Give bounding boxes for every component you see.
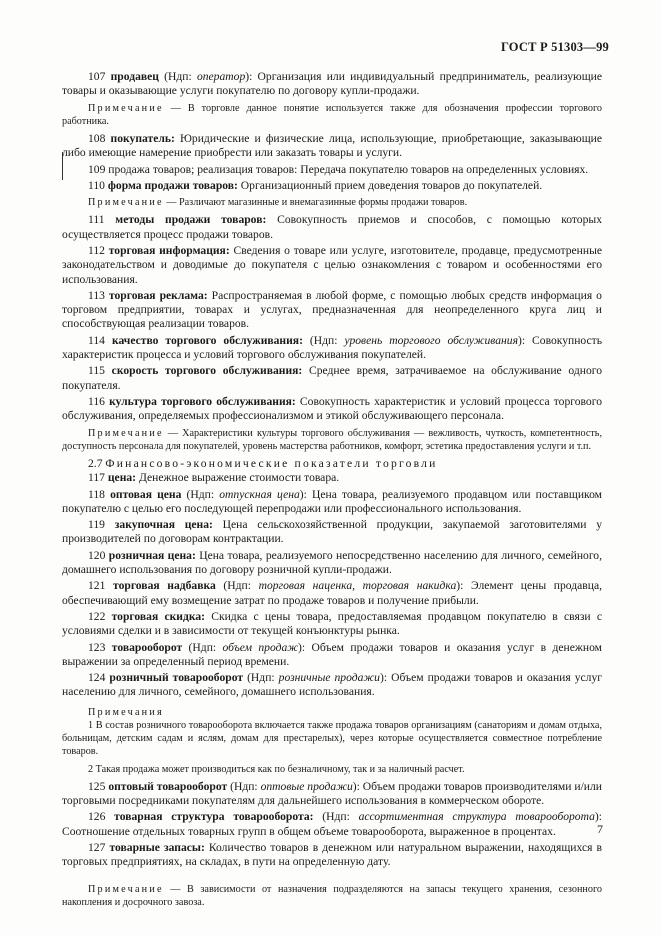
note-124-1: 1 В состав розничного товарооборота включается также продажа товаров организациям (санаториям и домам отдыха, больницам, детским садам и яслям, домам для престарелых), через которые осуществляется совместное потребление товаров. bbox=[62, 719, 602, 758]
note-107: Примечание — В торговле данное понятие используется также для обозначения профессии торгового работника. bbox=[62, 102, 602, 127]
entry-108: 108 покупатель: Юридические и физические лица, использующие, приобретающие, заказывающие либо имеющие намерение приобрести или заказать товары и услуги. bbox=[62, 132, 602, 160]
entry-121: 121 торговая надбавка (Ндп: торговая наценка, торговая накидка): Элемент цены продавца, обеспечивающий ему возмещение затрат по продаже товаров и получение прибыли. bbox=[62, 579, 602, 607]
entry-119: 119 закупочная цена: Цена сельскохозяйственной продукции, закупаемой заготовителями у производителей по договорам контрактации. bbox=[62, 518, 602, 546]
section-heading: 2.7 Финансово-экономические показатели торговли bbox=[88, 456, 438, 470]
document-body bbox=[62, 70, 602, 913]
entry-111: 111 методы продажи товаров: Совокупность приемов и способов, с помощью которых осуществляется процесс продажи товаров. bbox=[62, 213, 602, 241]
note-124-2: 2 Такая продажа может производиться как по безналичному, так и за наличный расчет. bbox=[88, 763, 465, 775]
entry-123: 123 товарооборот (Ндп: объем продаж): Объем продажи товаров и оказания услуг в денежном выражении за определенный период времени. bbox=[62, 640, 602, 668]
entry-126: 126 товарная структура товарооборота: (Ндп: ассортиментная структура товарооборота): Соотношение отдельных товарных групп в общем объеме товарооборота, выраженное в процентах. bbox=[62, 810, 602, 838]
entry-114: 114 качество торгового обслуживания: (Ндп: уровень торгового обслуживания): Совокупность характеристик процесса и условий торгового обслуживания покупателей. bbox=[62, 333, 603, 362]
page-number: 7 bbox=[597, 822, 603, 836]
entry-115: 115 скорость торгового обслуживания: Среднее время, затрачиваемое на обслуживание одного покупателя. bbox=[62, 364, 603, 392]
entry-122: 122 торговая скидка: Скидка с цены товара, предоставляемая продавцом покупателю в связи с условиями сделки и в зависимости от текущей конъюнктуры рынка. bbox=[62, 609, 602, 638]
entry-113: 113 торговая реклама: Распространяемая в любой форме, с помощью любых средств информация о торговом предприятии, товарах и услугах, предназначенная для неопределенного круга лиц и способствующая реализации товаров. bbox=[62, 288, 602, 331]
entry-110: 110 форма продажи товаров: Организационный прием доведения товаров до покупателей. bbox=[88, 178, 543, 192]
entry-109: 109 продажа товаров; реализация товаров: Передача покупателю товаров на определенных условиях. bbox=[88, 162, 589, 176]
entry-124: 124 розничный товарооборот (Ндп: розничные продажи): Объем продажи товаров и оказания услуг населению для личного, семейного, домашнего использования. bbox=[62, 671, 603, 699]
note-127: Примечание — В зависимости от назначения подразделяются на запасы текущего хранения, сезонного накопления и досрочного завоза. bbox=[62, 883, 602, 908]
entry-116: 116 культура торгового обслуживания: Совокупность характеристик и условий процесса торгового обслуживания, определяемых профессионализмом и этикой обслуживающего персонала. bbox=[62, 394, 602, 423]
entry-127: 127 товарные запасы: Количество товаров в денежном или натуральном выражении, находящихся в торговых предприятиях, на складах, в пути на определенную дату. bbox=[62, 840, 602, 869]
note-116: Примечание — Характеристики культуры торгового обслуживания — вежливость, чуткость, компетентность, доступность персонала для покупателей, уровень мастерства работников, комфорт, эстетика предоставления услуги и т.п. bbox=[62, 427, 602, 452]
document-code: ГОСТ Р 51303—99 bbox=[500, 40, 609, 54]
entry-118: 118 оптовая цена (Ндп: отпускная цена): Цена товара, реализуемого продавцом или поставщиком покупателю с целью его последующей перепродажи или профессионального использования. bbox=[62, 487, 602, 515]
entry-112: 112 торговая информация: Сведения о товаре или услуге, изготовителе, продавце, предусмотренные законодательством и доводимые до покупателя с целью ознакомления с товаром и особенностями его использования. bbox=[62, 243, 602, 286]
entry-117: 117 цена: Денежное выражение стоимости товара. bbox=[88, 471, 340, 485]
notes-heading: Примечания bbox=[88, 706, 164, 718]
entry-107: 107 продавец (Ндп: оператор): Организация или индивидуальный предприниматель, реализующие товары и оказывающие услуги покупателю по договору купли-продажи. bbox=[62, 70, 602, 98]
entry-125: 125 оптовый товарооборот (Ндп: оптовые продажи): Объем продажи товаров производителями и/или торговыми посредниками покупателям для дальнейшего использования в коммерческом обороте. bbox=[62, 779, 602, 808]
note-110: Примечание — Различают магазинные и внемагазинные формы продажи товаров. bbox=[88, 197, 468, 209]
entry-120: 120 розничная цена: Цена товара, реализуемого непосредственно населению для личного, семейного, домашнего использования по договору розничной купли-продажи. bbox=[62, 548, 602, 577]
